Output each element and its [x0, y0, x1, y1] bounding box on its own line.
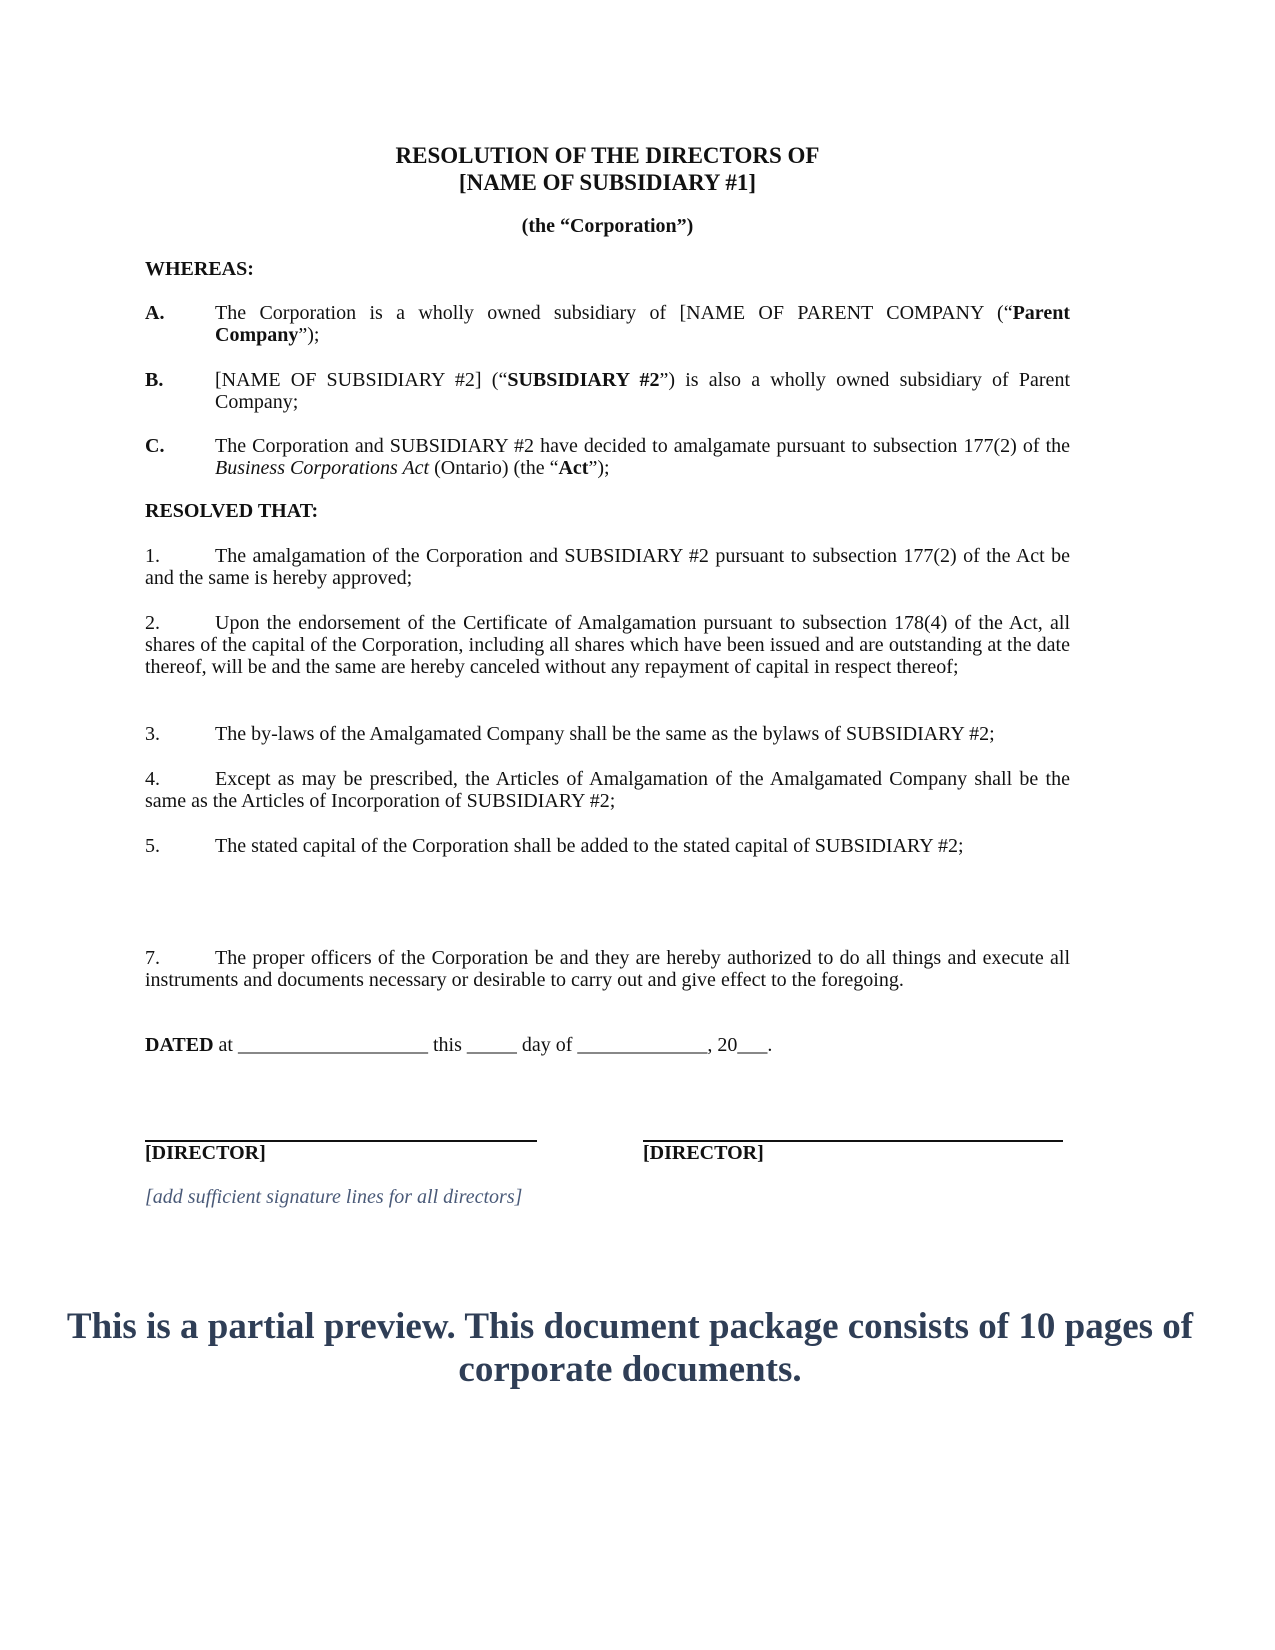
resolution-number: 5.	[145, 835, 160, 857]
resolution-7	[145, 947, 1070, 991]
recital-text: The Corporation and SUBSIDIARY #2 have decided to amalgamate pursuant to subsection 177(2) of the	[215, 435, 1070, 457]
signature-note: [add sufficient signature lines for all directors]	[145, 1186, 523, 1208]
director-label-1: [DIRECTOR]	[145, 1142, 266, 1164]
recital-c	[145, 435, 1070, 479]
resolution-text: The stated capital of the Corporation shall be added to the stated capital of SUBSIDIARY #2;	[215, 835, 964, 857]
resolution-number: 7.	[145, 947, 160, 969]
dated-blanks: at ___________________ this _____ day of _____________, 20___.	[213, 1034, 773, 1056]
recital-label: B.	[145, 369, 164, 391]
whereas-heading: WHEREAS:	[145, 258, 254, 280]
director-label-2: [DIRECTOR]	[643, 1142, 764, 1164]
statute-name: Business Corporations Act	[215, 457, 430, 479]
document-title	[145, 142, 1070, 196]
recital-text: ”) is also a wholly owned subsidiary of Parent Company;	[215, 369, 1070, 413]
resolution-2	[145, 612, 1070, 678]
resolution-3	[145, 723, 1070, 745]
subtitle: (the “Corporation”)	[521, 215, 694, 237]
recital-label: A.	[145, 302, 165, 324]
resolution-5	[145, 835, 1070, 857]
resolution-text: Except as may be prescribed, the Articles of Amalgamation of the Amalgamated Company shall be the same as the Articles of Incorporation of SUBSIDIARY #2;	[145, 768, 1070, 812]
recital-b	[145, 369, 1070, 413]
resolution-1	[145, 545, 1070, 589]
preview-notice: This is a partial preview. This document package consists of 10 pages of corporate documents.	[66, 1306, 1194, 1390]
recital-text: ”);	[588, 457, 610, 479]
resolution-text: The proper officers of the Corporation be and they are hereby authorized to do all things and execute all instruments and documents necessary or desirable to carry out and give effect to the foregoing.	[145, 947, 1070, 991]
recital-label: C.	[145, 435, 165, 457]
recital-text: [NAME OF SUBSIDIARY #2] (“	[215, 369, 508, 391]
resolution-number: 3.	[145, 723, 160, 745]
recital-text: The Corporation is a wholly owned subsidiary of [NAME OF PARENT COMPANY (“	[215, 302, 1013, 324]
resolution-number: 2.	[145, 612, 160, 634]
defined-term: SUBSIDIARY #2	[507, 369, 660, 391]
resolution-text: The amalgamation of the Corporation and SUBSIDIARY #2 pursuant to subsection 177(2) of the Act be and the same is hereby approved;	[145, 545, 1070, 589]
resolution-4	[145, 768, 1070, 812]
dated-label: DATED	[145, 1034, 214, 1056]
title-line: [NAME OF SUBSIDIARY #1]	[458, 170, 757, 195]
recital-text: (Ontario) (the “	[429, 457, 559, 479]
resolution-number: 4.	[145, 768, 160, 790]
defined-term: Act	[558, 457, 589, 479]
recital-text: ”);	[298, 324, 320, 346]
defined-term: Parent Company	[215, 302, 1070, 346]
recital-a	[145, 302, 1070, 346]
dated-line	[145, 1034, 1070, 1056]
resolution-text: Upon the endorsement of the Certificate of Amalgamation pursuant to subsection 178(4) of the Act, all shares of the capital of the Corporation, including all shares which have been issued and are outstanding at the date thereof, will be and the same are hereby canceled without any repayment of capital in respect thereof;	[145, 612, 1070, 678]
resolution-text: The by-laws of the Amalgamated Company shall be the same as the bylaws of SUBSIDIARY #2;	[215, 723, 995, 745]
title-line: RESOLUTION OF THE DIRECTORS OF	[395, 143, 820, 168]
resolved-heading: RESOLVED THAT:	[145, 500, 319, 522]
resolution-number: 1.	[145, 545, 160, 567]
